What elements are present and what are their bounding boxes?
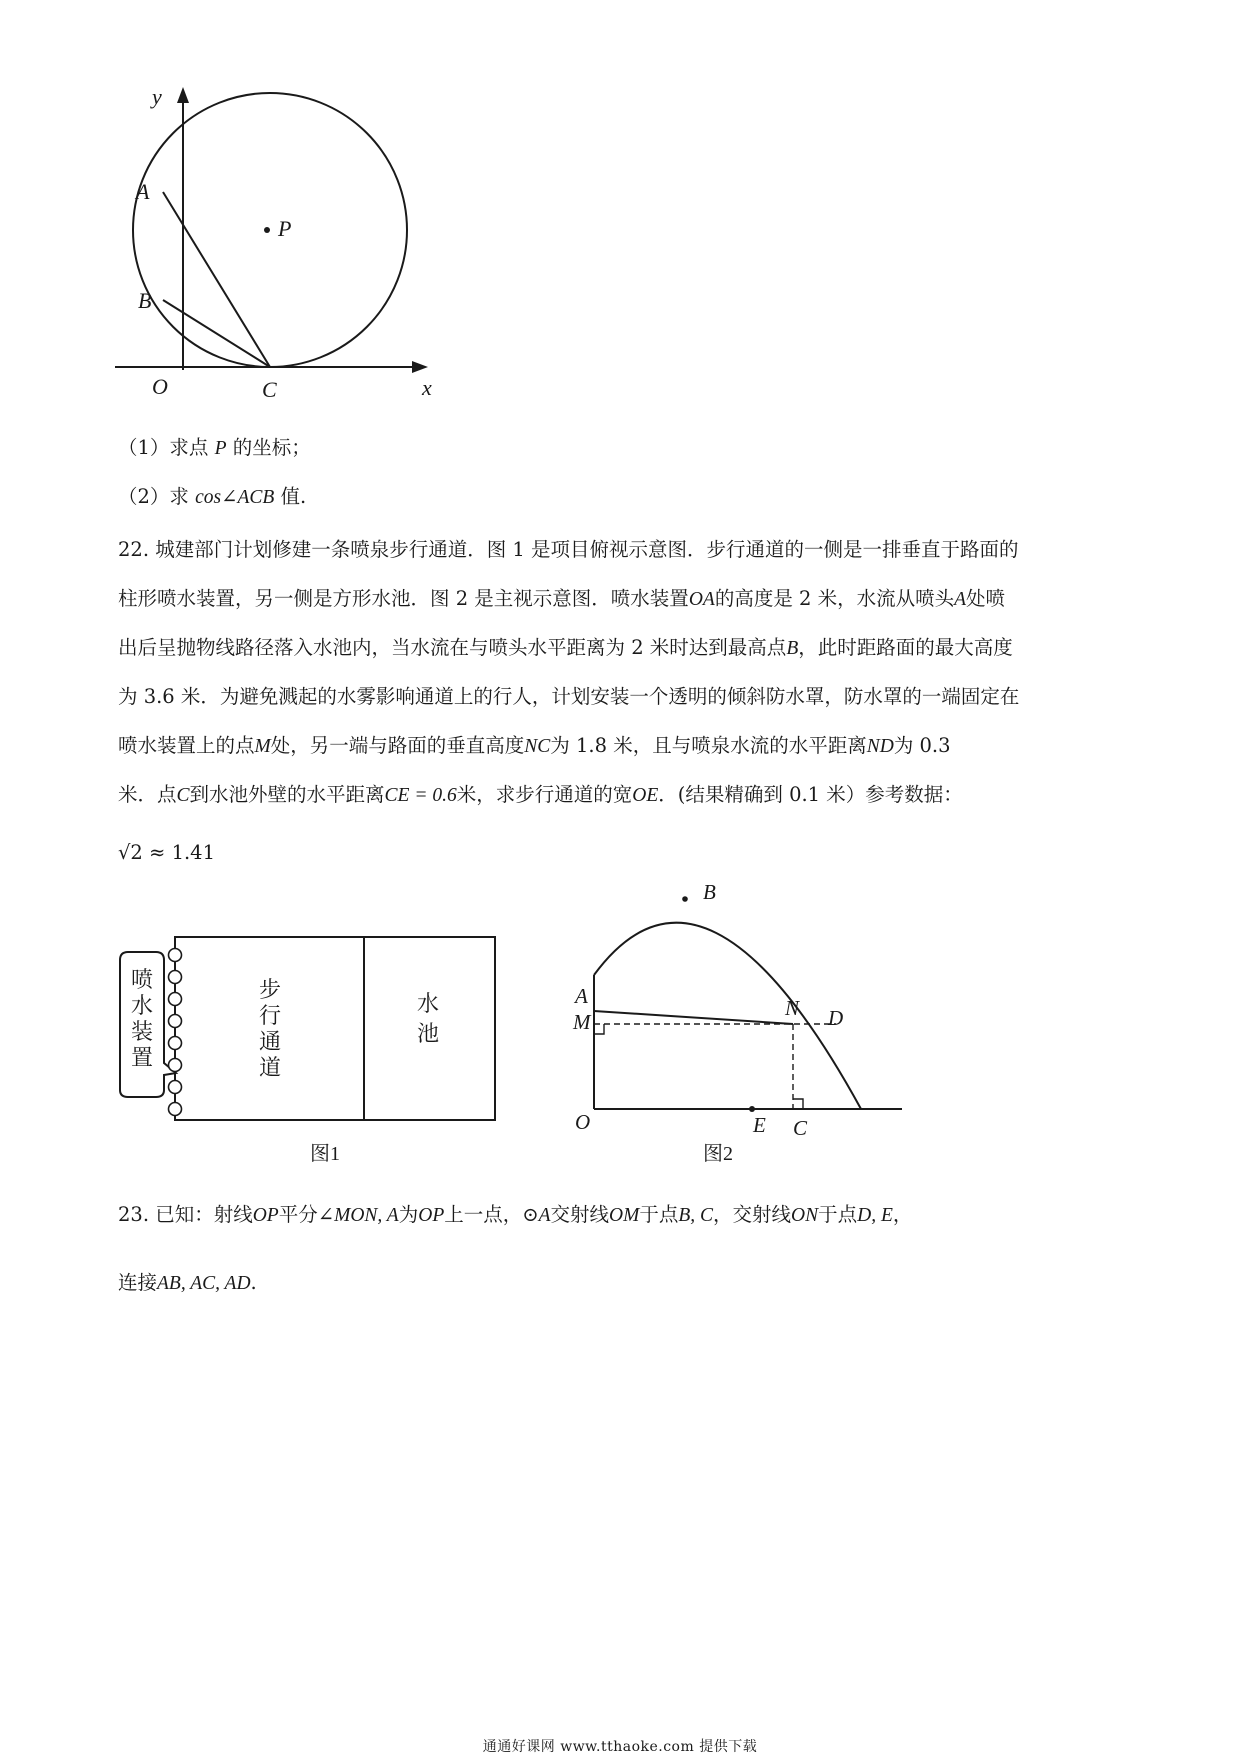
- q22-line-2: 柱形喷水装置，另一侧是方形水池．图 2 是主视示意图．喷水装置OA的高度是 2 米，水流从喷头A处喷: [118, 587, 1006, 610]
- q22-line-3: 出后呈抛物线路径落入水池内，当水流在与喷头水平距离为 2 米时达到最高点B，此时距路面的最大高度: [118, 636, 1013, 659]
- nozzle: [169, 1059, 182, 1072]
- figure-circle-coordinate: [110, 85, 450, 415]
- q21-sub1: （1）求点 P 的坐标；: [118, 436, 311, 459]
- fig1-walkway-char: 行: [258, 1003, 282, 1028]
- label-b: B: [138, 288, 152, 313]
- fig2-label-a: A: [575, 984, 588, 1008]
- q23-line-1: 23. 已知：射线OP平分∠MON, A为OP上一点，⊙A交射线OM于点B, C，交射线ON于点D, E，: [118, 1203, 913, 1226]
- label-o: O: [152, 374, 168, 399]
- fig2-label-e: E: [753, 1113, 766, 1137]
- q22-line-7: √2 ≈ 1.41: [118, 841, 215, 864]
- fig2-point-e: [749, 1106, 755, 1112]
- fig1-walkway-char: 道: [258, 1055, 282, 1080]
- fig2-label-o: O: [575, 1110, 591, 1134]
- figure-1-top-view: [110, 925, 510, 1165]
- label-p: P: [278, 216, 292, 241]
- fig1-caption: 图1: [310, 1143, 340, 1165]
- fig2-cover-mn: [594, 1011, 793, 1024]
- label-y: y: [152, 85, 162, 109]
- label-a: A: [136, 179, 150, 204]
- fig2-label-n: N: [785, 996, 800, 1020]
- fig1-device-char: 置: [130, 1045, 154, 1070]
- fig1-pool-char: 池: [416, 1021, 440, 1046]
- q23-line-2: 连接AB, AC, AD.: [118, 1271, 257, 1294]
- nozzle: [169, 993, 182, 1006]
- figure-2-front-view: [560, 885, 910, 1170]
- y-arrow-head: [177, 87, 189, 103]
- x-arrow-head: [412, 361, 428, 373]
- fig1-device-char: 装: [130, 1019, 154, 1044]
- fig1-device-char: 喷: [130, 967, 154, 992]
- nozzle: [169, 1081, 182, 1094]
- q22-line-5: 喷水装置上的点M处，另一端与路面的垂直高度NC为 1.8 米，且与喷泉水流的水平距离ND为 0.3: [118, 734, 951, 757]
- fig2-water-parabola: [594, 923, 861, 1109]
- fig2-point-b: [682, 896, 688, 902]
- nozzle: [169, 1103, 182, 1116]
- nozzle: [169, 949, 182, 962]
- nozzle: [169, 971, 182, 984]
- fig2-label-c: C: [793, 1116, 808, 1140]
- fig1-walkway-char: 通: [258, 1029, 282, 1054]
- fig2-label-m: M: [573, 1010, 591, 1034]
- q22-line-4: 为 3.6 米．为避免溅起的水雾影响通道上的行人，计划安装一个透明的倾斜防水罩，防水罩的一端固定在: [118, 685, 1020, 708]
- label-c: C: [262, 377, 277, 402]
- fig2-right-angle-m: [594, 1024, 604, 1034]
- fig2-label-d: D: [828, 1006, 844, 1030]
- fig2-label-b: B: [703, 885, 716, 904]
- fig1-device-char: 水: [130, 993, 154, 1018]
- fig2-right-angle-c: [793, 1099, 803, 1109]
- page-footer: 通通好课网 www.tthaoke.com 提供下载: [482, 1739, 758, 1755]
- fig1-walkway-char: 步: [258, 977, 282, 1002]
- point-p-dot: [264, 227, 270, 233]
- nozzle: [169, 1015, 182, 1028]
- label-x: x: [422, 375, 432, 400]
- nozzle: [169, 1037, 182, 1050]
- q21-sub2: （2）求 cos∠ACB 值.: [118, 485, 307, 508]
- fig2-caption: 图2: [703, 1143, 733, 1165]
- segment-ac: [163, 192, 270, 367]
- q22-line-6: 米．点C到水池外壁的水平距离CE = 0.6米，求步行通道的宽OE．(结果精确到 0.1 米）参考数据：: [118, 783, 963, 806]
- fig1-outer-rect: [175, 937, 495, 1120]
- q22-line-1: 22. 城建部门计划修建一条喷泉步行通道．图 1 是项目俯视示意图．步行通道的一侧是一排垂直于路面的: [118, 538, 1019, 561]
- fig1-pool-char: 水: [416, 991, 440, 1016]
